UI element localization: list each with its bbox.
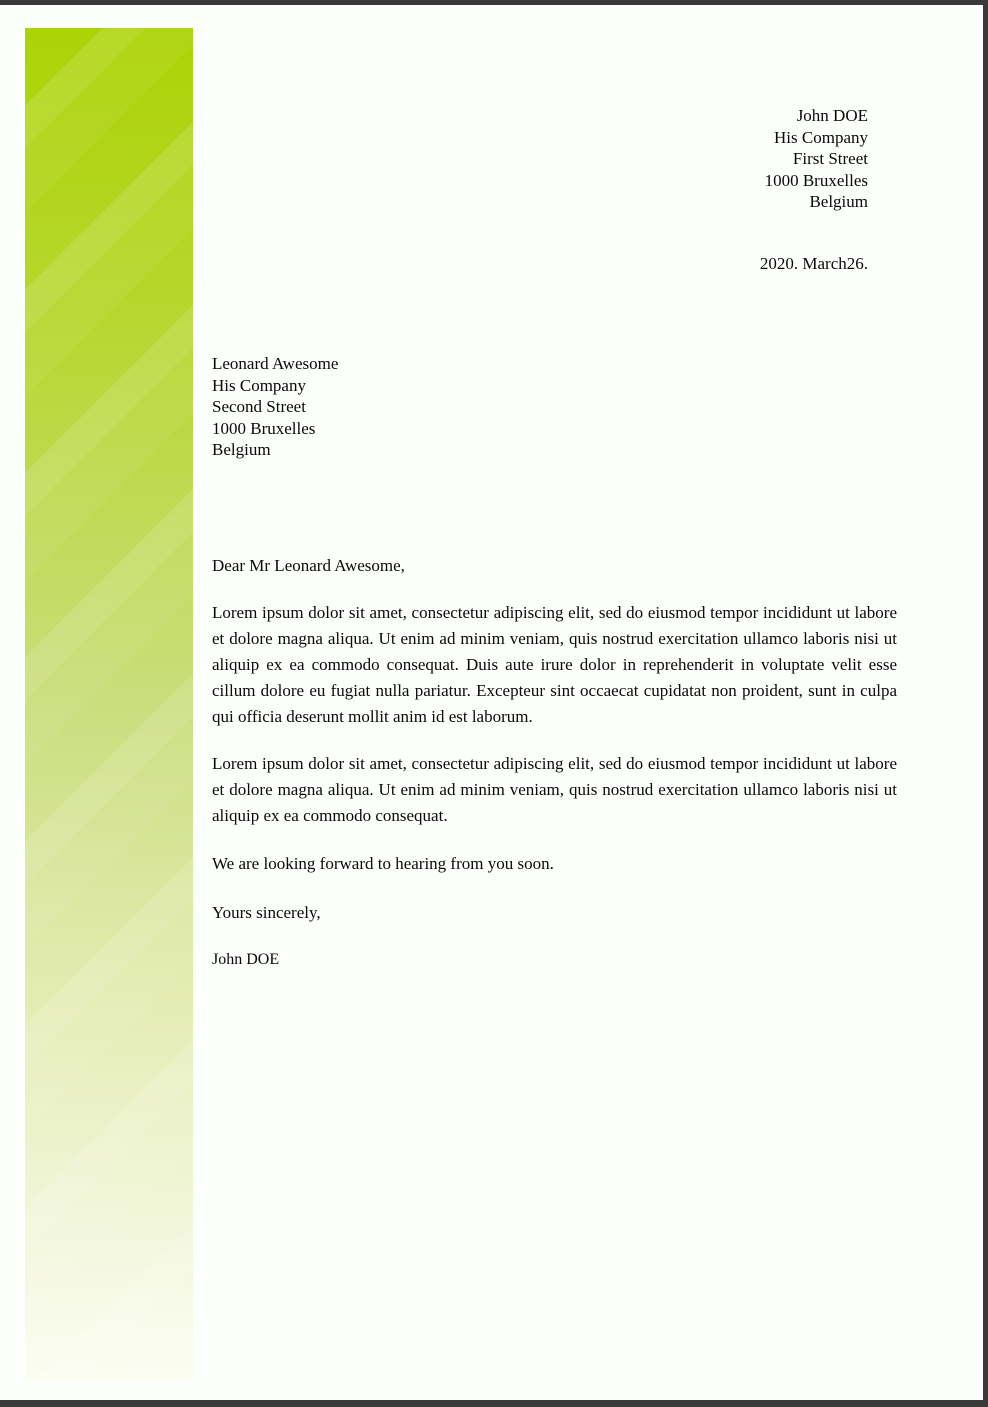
date-line: 2020. March26. xyxy=(759,254,868,273)
sender-city: 1000 Bruxelles xyxy=(764,170,868,190)
recipient-city: 1000 Bruxelles xyxy=(212,418,316,438)
valediction: Yours sincerely, xyxy=(212,903,321,922)
sender-address-block xyxy=(765,105,868,213)
sender-country: Belgium xyxy=(809,192,868,211)
sender-company: His Company xyxy=(774,127,868,147)
sender-street: First Street xyxy=(792,149,868,168)
recipient-street: Second Street xyxy=(212,397,306,416)
salutation: Dear Mr Leonard Awesome, xyxy=(212,556,405,575)
sender-name: John DOE xyxy=(796,106,868,125)
recipient-address-block xyxy=(212,353,338,461)
body-paragraph-1: Lorem ipsum dolor sit amet, consectetur adipiscing elit, sed do eiusmod tempor incididunt ut labore et dolore magna aliqua. Ut enim ad minim veniam, quis nostrud exercitation ullamco laboris nisi ut aliquip ex ea commodo consequat. Duis aute irure dolor in reprehenderit in voluptate velit esse cillum dolore eu fugiat nulla pariatur. Excepteur sint occaecat cupidatat non proident, sunt in culpa qui officia deserunt mollit anim id est laborum. xyxy=(212,603,897,726)
recipient-name: Leonard Awesome xyxy=(212,354,339,373)
recipient-company: His Company xyxy=(212,375,306,395)
signature-name: John DOE xyxy=(212,951,280,968)
body-paragraph-2: Lorem ipsum dolor sit amet, consectetur adipiscing elit, sed do eiusmod tempor incididunt ut labore et dolore magna aliqua. Ut enim ad minim veniam, quis nostrud exercitation ullamco laboris nisi ut aliquip ex ea commodo consequat. xyxy=(212,754,897,825)
letterhead-gradient-bar xyxy=(25,28,193,1380)
closing-line: We are looking forward to hearing from you soon. xyxy=(212,854,554,873)
recipient-country: Belgium xyxy=(212,440,271,459)
